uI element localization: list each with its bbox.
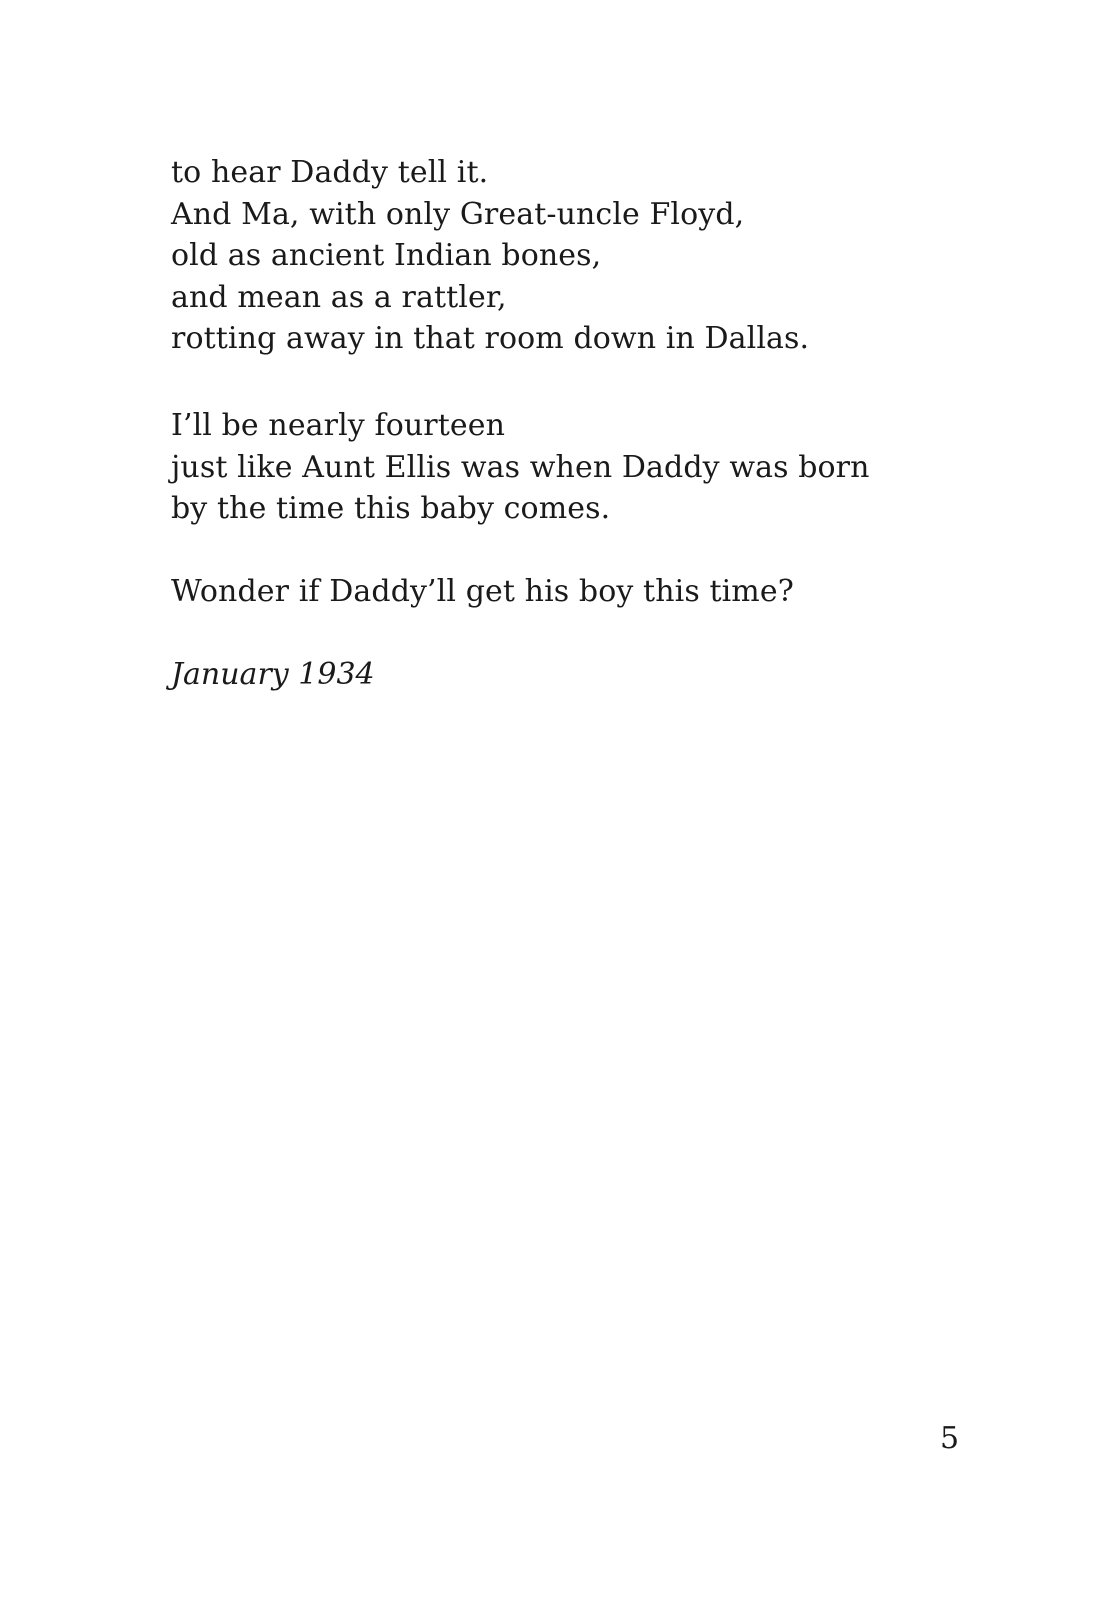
poem-line: old as ancient Indian bones, xyxy=(171,238,602,273)
stanza-2 xyxy=(171,405,870,530)
poem-line: and mean as a rattler, xyxy=(171,279,507,315)
poem-line: to hear Daddy tell it. xyxy=(171,155,489,190)
stanza-1 xyxy=(171,152,809,360)
poem-line: just like Aunt Ellis was when Daddy was born xyxy=(171,449,870,485)
poem-line: I’ll be nearly fourteen xyxy=(171,408,505,443)
poem-line: And Ma, with only Great-uncle Floyd, xyxy=(171,196,745,232)
poem-line: rotting away in that room down in Dallas. xyxy=(171,321,810,356)
poem-line: by the time this baby comes. xyxy=(171,491,611,526)
stanza-3 xyxy=(171,571,794,613)
poem-line: Wonder if Daddy’ll get his boy this time? xyxy=(171,574,794,609)
poem-dateline: January 1934 xyxy=(171,657,375,692)
page-number: 5 xyxy=(940,1421,960,1456)
